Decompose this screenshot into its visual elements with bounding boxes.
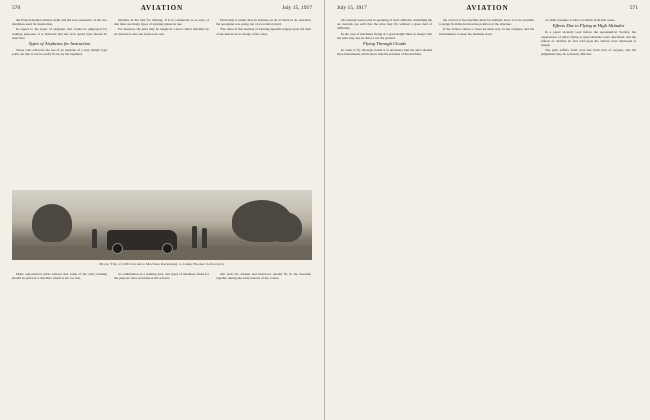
text-column: Many experienced pilots believe that some of the early training should be given in a machine which is not too fast. bbox=[12, 272, 107, 281]
text-column: that both the student and instructor should fly in the machine together during the early lessons of the course. bbox=[216, 272, 311, 281]
right-page bbox=[325, 0, 650, 420]
running-head bbox=[12, 5, 312, 15]
paragraph: In a paper recently read before the Aeronautical Society, the experiences of pilots flying at great altitudes were described, and the effects of rarefied air and cold upon the aviator were discussed at length. bbox=[541, 30, 636, 48]
text-column: the French method should result and the less expensive of the two machines used for instruction. In regard to the types of airplanes that would be employed for training purposes, it is believed that the slow speed type should be used first. Types of Airplanes for Instruction Those who advocate the use of an airplane of a very simple type point out that it can be easily flown by the beginner. bbox=[12, 18, 107, 57]
running-head bbox=[337, 5, 638, 15]
text-column: the control of the machine must be retained, since it is not possible to judge from the horizon the position of the airplane. If the aviator enters a cloud he must rely on his compass and his inclinometer to keep the machine level. bbox=[439, 18, 534, 36]
journal-title: AVIATION bbox=[140, 4, 184, 12]
photo-caption: Motor Trip of Official Auto Machine Returning to Camp Hooker Laboratory bbox=[99, 262, 225, 266]
text-column: we shall continue to have accidents from this cause. Effects Due to Flying at High Altitudes In a paper recently read before the Aeronautical Society, the experiences of pilots flying at great altitudes were described, and the effects of rarefied air and cold upon the aviator were discussed at length. The pilot suffers from cold and from lack of oxygen, and his judgement may be seriously affected. bbox=[541, 18, 636, 57]
text-column: Previously it seems that an airplane on an accident in an operation the aeroplane was going out of an aviation field. The value of this method of training depends largely upon the skill of the instructor in charge of the class. bbox=[216, 18, 311, 36]
issue-date: July 15, 1917 bbox=[282, 5, 312, 11]
page-number: 570 bbox=[12, 5, 21, 11]
section-heading: Types of Airplanes for Instruction bbox=[28, 41, 91, 47]
page-number: 571 bbox=[629, 5, 638, 11]
text-column: machine in the best for training. If it is considered as an easy of that there are many types of training planes in use. For instance, the pilot may be taught in a dual control machine by an instructor who sits in the rear seat. bbox=[114, 18, 209, 36]
text-column: has already been noted in speaking of such altitudes. Assuming the air currents are such that the pilot may fly without a great deal of difficulty. In the case of machines flying at a great height there is danger that the pilot may not be able to see the ground. Flying Through Clouds In order to fly through clouds it is necessary that the pilot should have instruments which show him the position of his machine. bbox=[337, 18, 432, 57]
issue-date: July 15, 1917 bbox=[337, 5, 367, 11]
photograph bbox=[12, 190, 312, 260]
section-heading: Effects Due to Flying at High Altitudes bbox=[552, 23, 625, 29]
text-column: in combination as a training area, and types of machines fitted for the purpose were provided at the schools. bbox=[114, 272, 209, 281]
section-heading: Flying Through Clouds bbox=[363, 41, 406, 47]
journal-title: AVIATION bbox=[466, 4, 509, 12]
